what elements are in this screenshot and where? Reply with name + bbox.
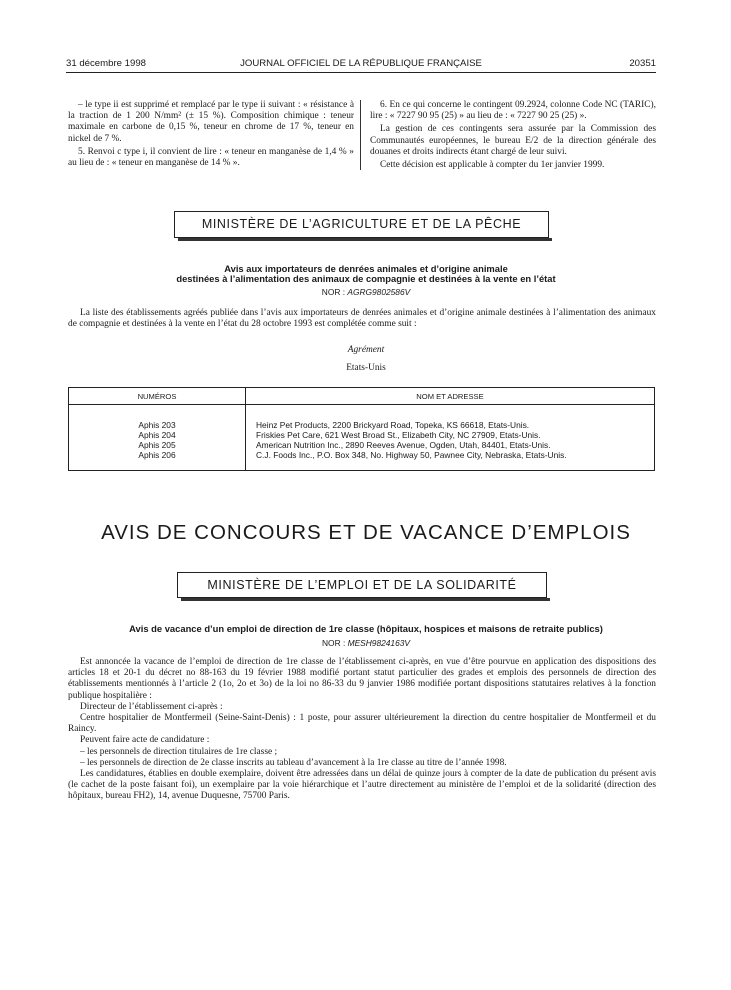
row-number: Aphis 205 <box>138 440 176 450</box>
top-right-column <box>370 100 656 173</box>
ministry-emploi-heading: MINISTÈRE DE L’EMPLOI ET DE LA SOLIDARITÉ <box>177 572 547 598</box>
list-item: – les personnels de direction de 2e classe inscrits au tableau d’avancement à la 1re classe au titre de l’année 1998. <box>80 757 507 768</box>
header-journal-title: JOURNAL OFFICIEL DE LA RÉPUBLIQUE FRANÇAISE <box>240 58 482 69</box>
header-page-number: 20351 <box>629 58 656 69</box>
section-big-title: AVIS DE CONCOURS ET DE VACANCE D’EMPLOIS <box>101 521 631 544</box>
row-address: Friskies Pet Care, 621 West Broad St., Elizabeth City, NC 27909, Etats-Unis. <box>256 430 541 440</box>
row-address: American Nutrition Inc., 2890 Reeves Avenue, Ogden, Utah, 84401, Etats-Unis. <box>256 440 551 450</box>
agriculture-intro: La liste des établissements agréés publiée dans l’avis aux importateurs de denrées animales et d’origine animale destinées à l’alimentation des animaux de compagnie et destinées à la vente en l’état du 28 octobre 1993 est complétée comme suit : <box>68 308 656 330</box>
subheading-agrement: Agrément <box>347 345 385 355</box>
column-header-numeros: NUMÉROS <box>137 392 177 401</box>
paragraph: Les candidatures, établies en double exemplaire, doivent être adressées dans un délai de quinze jours à compter de la date de publication du présent avis (le cachet de la poste faisant foi), un exemplaire par la voie hiérarchique et l’autre directement au ministère de l’emploi et de la solidarité (direction des hôpitaux, bureau FH2), 14, avenue Duquesne, 75700 Paris. <box>68 769 656 802</box>
row-number: Aphis 204 <box>138 430 176 440</box>
header-date: 31 décembre 1998 <box>66 58 147 69</box>
nor-reference <box>66 638 666 649</box>
column-divider <box>360 100 361 170</box>
row-address: C.J. Foods Inc., P.O. Box 348, No. Highway 50, Pawnee City, Nebraska, Etats-Unis. <box>256 450 567 460</box>
nor-reference <box>66 287 666 298</box>
paragraph: Est annoncée la vacance de l’emploi de direction de 1re classe de l’établissement ci-après, en vue d’être pourvue en application des dispositions des articles 18 et 20-1 du décret no 88-163 du 19 février 1988 modifié portant statut particulier des grades et emplois des personnels de direction des établissements mentionnés à l’article 2 (1o, 2o et 3o) de la loi no 86-33 du 9 janvier 1986 modifiée portant dispositions statutaires relatives à la fonction publique hospitalière : <box>68 657 656 701</box>
notice-title-line-1: Avis aux importateurs de denrées animales et d’origine animale <box>224 263 508 274</box>
row-number: Aphis 203 <box>138 420 176 430</box>
column-header-nom-adresse: NOM ET ADRESSE <box>416 392 484 401</box>
paragraph: Centre hospitalier de Montfermeil (Seine-Saint-Denis) : 1 poste, pour assurer ultérieurement la direction du centre hospitalier de Montfermeil et du Raincy. <box>68 713 656 735</box>
ministry-agriculture-heading: MINISTÈRE DE L’AGRICULTURE ET DE LA PÊCHE <box>174 211 549 238</box>
row-address: Heinz Pet Products, 2200 Brickyard Road, Topeka, KS 66618, Etats-Unis. <box>256 420 530 430</box>
paragraph: 5. Renvoi c type i, il convient de lire : « teneur en manganèse de 1,4 % » au lieu de : « teneur en manganèse de 14 % ». <box>68 146 354 169</box>
paragraph: Cette décision est applicable à compter du 1er janvier 1999. <box>380 160 605 171</box>
country-label: Etats-Unis <box>346 363 386 373</box>
top-left-column <box>68 100 354 171</box>
header-rule <box>66 72 656 73</box>
vacancy-notice-title: Avis de vacance d’un emploi de direction de 1re classe (hôpitaux, hospices et maisons de retraite publics) <box>129 623 603 634</box>
row-number: Aphis 206 <box>138 450 176 460</box>
nor-label: NOR : <box>321 287 346 297</box>
paragraph: La gestion de ces contingents sera assurée par la Commission des Communautés européennes, le bureau E/2 de la direction générale des douanes et droits indirects étant chargé de leur suivi. <box>370 124 656 157</box>
nor-label: NOR : <box>322 638 346 648</box>
table-header <box>69 388 654 405</box>
paragraph: 6. En ce qui concerne le contingent 09.2924, colonne Code NC (TARIC), lire : « 7227 90 95 (25) » au lieu de : « 7227 90 25 (25) ». <box>370 100 656 122</box>
paragraph: Directeur de l’établissement ci-après : <box>80 701 223 712</box>
paragraph: Peuvent faire acte de candidature : <box>80 735 210 746</box>
vacancy-body <box>68 657 656 803</box>
establishments-table <box>68 387 655 471</box>
list-item: – les personnels de direction titulaires de 1re classe ; <box>80 746 278 757</box>
page-header <box>66 58 656 70</box>
paragraph: – le type ii est supprimé et remplacé par le type ii suivant : « résistance à la traction de 1 200 N/mm² (± 15 %). Composition chimique : teneur maximale en carbone de 0,15 %, teneur en chrome de 17 %, teneur en nickel de 7 %. <box>68 100 354 144</box>
table-row <box>69 451 654 461</box>
nor-code: MESH9824163V <box>347 638 410 648</box>
nor-code: AGRG9802586V <box>347 287 411 297</box>
notice-title-line-2: destinées à l’alimentation des animaux de compagnie et destinées à la vente en l’état <box>176 273 556 284</box>
